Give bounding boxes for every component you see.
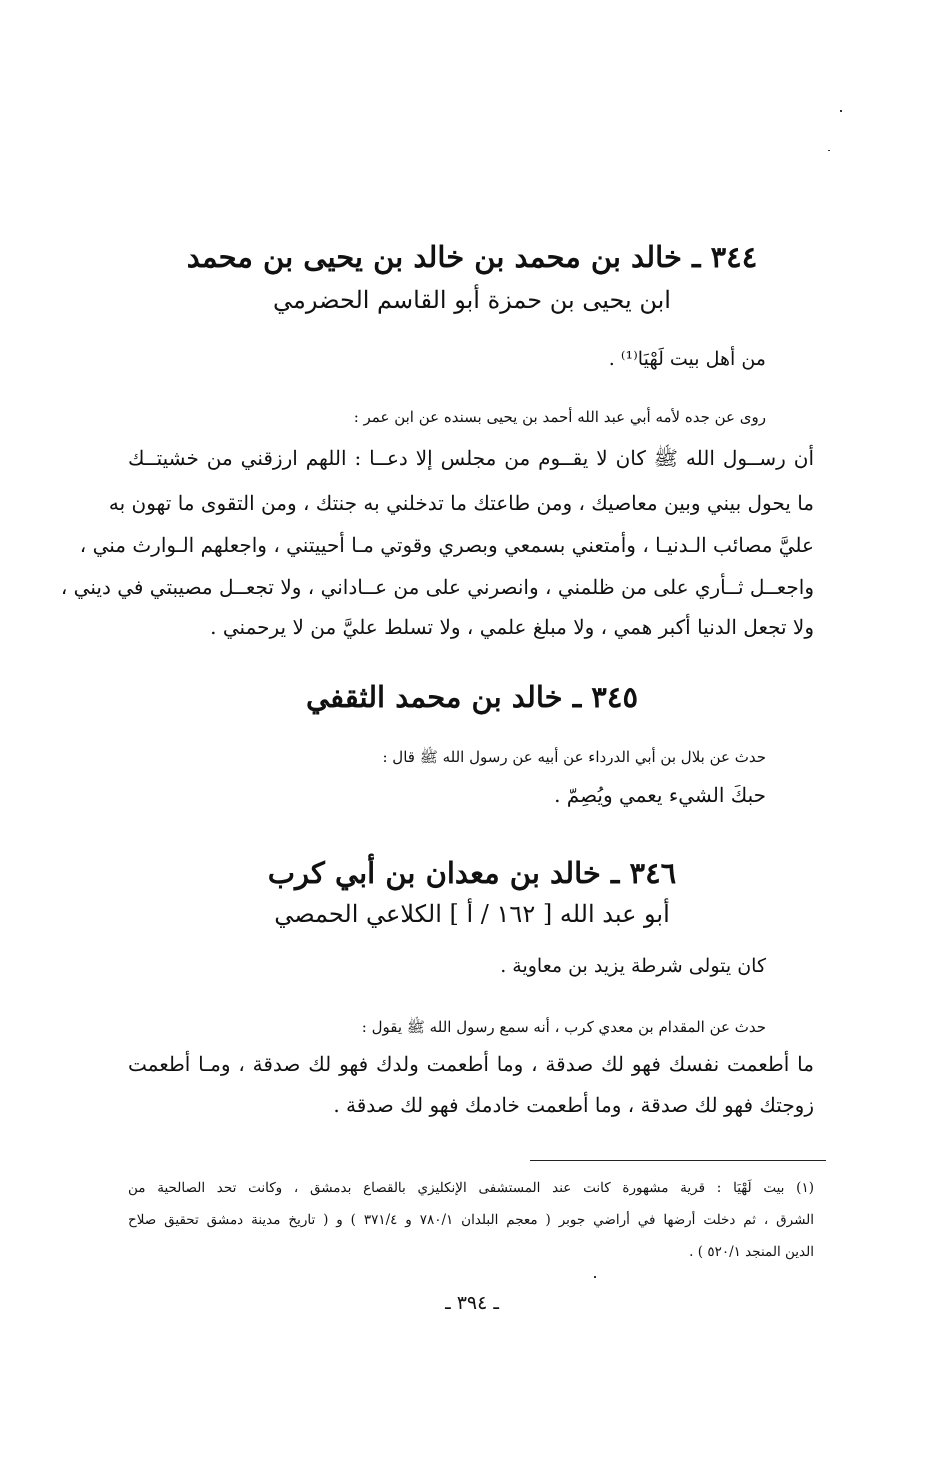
entry-346-subtitle: أبو عبد الله [ ١٦٢ / أ ] الكلاعي الحمصي [274, 900, 670, 928]
entry-345-isnad: حدث عن بلال بن أبي الدرداء عن أبيه عن رسول الله ﷺ قال : [382, 748, 766, 766]
entry-345-title: ٣٤٥ ـ خالد بن محمد الثقفي [305, 680, 639, 714]
entry-344-subtitle: ابن يحيى بن حمزة أبو القاسم الحضرمي [273, 286, 671, 314]
entry-344-text-line: أن رســول الله ﷺ كان لا يقــوم من مجلس إلا دعــا : اللهم ارزقني من خشيتــك [128, 446, 815, 470]
entry-344-text-line: عليَّ مصائب الـدنيـا ، وأمتعني بسمعي وبصري وقوتي مـا أحييتني ، واجعلهم الـوارث مني ، [79, 533, 814, 557]
footnote-line: (١) بيت لَهْيَا : قرية مشهورة كانت عند المستشفى الإنكليزي بالقصاع بدمشق ، وكانت تحد الصالحية من [128, 1180, 814, 1196]
entry-344-text-line: ولا تجعل الدنيا أكبر همي ، ولا مبلغ علمي ، ولا تسلط عليَّ من لا يرحمني . [210, 615, 814, 639]
entry-345-text-line: حبكَ الشيء يعمي ويُصِمّ . [554, 783, 766, 807]
entry-346-text-line: زوجتك فهو لك صدقة ، وما أطعمت خادمك فهو لك صدقة . [333, 1093, 814, 1117]
entry-346-title: ٣٤٦ ـ خالد بن معدان بن أبي كرب [267, 856, 677, 890]
entry-346-text-line: ما أطعمت نفسك فهو لك صدقة ، وما أطعمت ولدك فهو لك صدقة ، ومـا أطعمت [128, 1052, 814, 1076]
scan-speck [828, 150, 830, 151]
scan-speck [840, 110, 842, 112]
entry-344-isnad: روى عن جده لأمه أبي عبد الله أحمد بن يحيى بسنده عن ابن عمر : [353, 408, 766, 426]
page-number: ـ ٣٩٤ ـ [445, 1292, 499, 1314]
footnote-line: الشرق ، ثم دخلت أرضها في أراضي جوبر ( معجم البلدان ٧٨٠/١ و ٣٧١/٤ ) و ( تاريخ مدينة دمشق تحقيق صلاح [128, 1212, 814, 1228]
entry-344-title: ٣٤٤ ـ خالد بن محمد بن خالد بن يحيى بن محمد [186, 240, 758, 274]
entry-344-text-line: واجعــل ثــأري على من ظلمني ، وانصرني على من عــاداني ، ولا تجعــل مصيبتي في ديني ، [60, 575, 814, 599]
scan-speck [594, 1276, 596, 1278]
entry-346-intro: كان يتولى شرطة يزيد بن معاوية . [500, 955, 766, 977]
entry-344-intro: من أهل بيت لَهْيَا⁽¹⁾ . [608, 348, 766, 370]
footnote-line: الدين المنجد ٥٢٠/١ ) . [689, 1244, 814, 1260]
entry-344-text-line: ما يحول بيني وبين معاصيك ، ومن طاعتك ما تدخلني به جنتك ، ومن التقوى ما تهون به [108, 491, 814, 515]
entry-346-isnad: حدث عن المقدام بن معدي كرب ، أنه سمع رسول الله ﷺ يقول : [361, 1018, 766, 1036]
footnote-separator [530, 1160, 826, 1161]
